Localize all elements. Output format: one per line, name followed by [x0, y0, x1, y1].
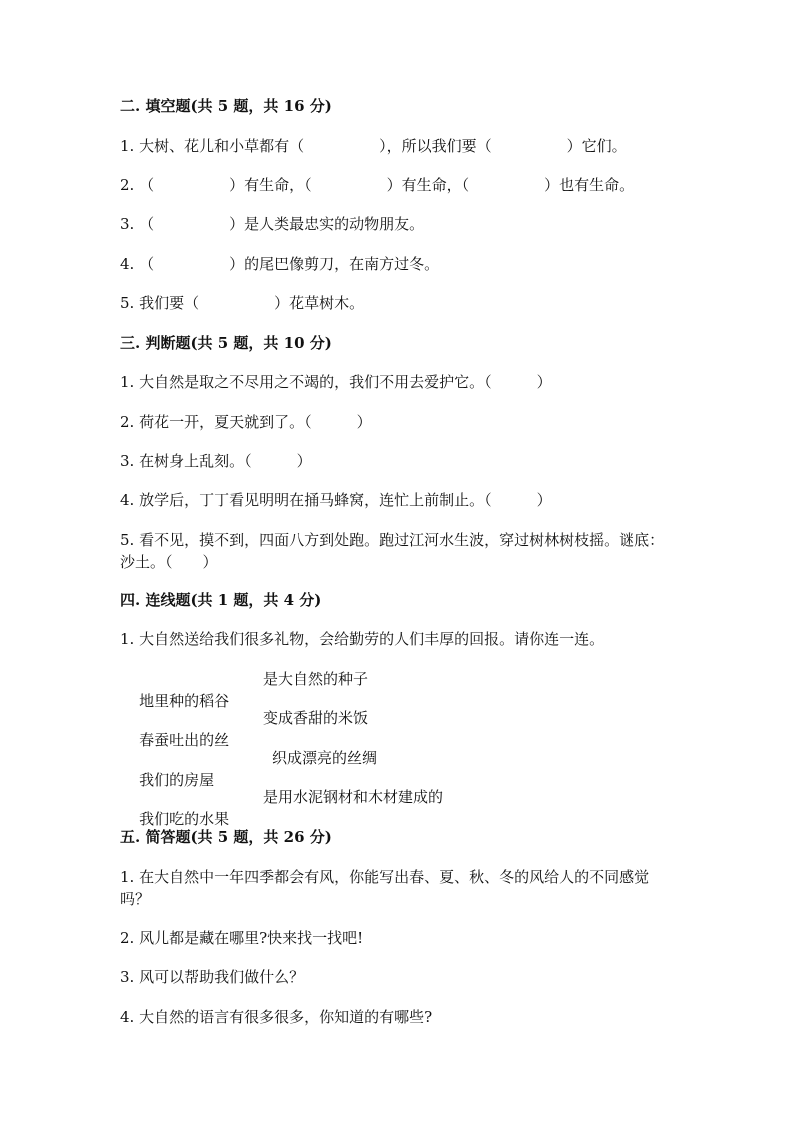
match-left-item: 我们的房屋: [139, 771, 215, 789]
fill-question-3: 3. （ ）是人类最忠实的动物朋友。: [120, 215, 425, 233]
short-question-2: 2. 风儿都是藏在哪里?快来找一找吧!: [120, 929, 364, 947]
section-heading-match: 四. 连线题(共 1 题，共 4 分): [120, 591, 322, 609]
match-right-item: 织成漂亮的丝绸: [272, 749, 378, 767]
judge-question-2: 2. 荷花一开，夏天就到了。（ ）: [120, 413, 372, 431]
short-question-1: 1. 在大自然中一年四季都会有风，你能写出春、夏、秋、冬的风给人的不同感觉吗？: [120, 868, 650, 908]
match-right-item: 变成香甜的米饭: [263, 709, 369, 727]
short-question-4: 4. 大自然的语言有很多很多，你知道的有哪些?: [120, 1008, 433, 1026]
section-heading-fill: 二. 填空题(共 5 题，共 16 分): [120, 97, 332, 115]
judge-question-4: 4. 放学后，丁丁看见明明在捅马蜂窝，连忙上前制止。（ ）: [120, 491, 552, 509]
match-left-item: 地里种的稻谷: [139, 692, 230, 710]
fill-question-2: 2. （ ）有生命，（ ）有生命，（ ）也有生命。: [120, 176, 635, 194]
fill-question-5: 5. 我们要（ ）花草树木。: [120, 294, 365, 312]
match-right-item: 是用水泥钢材和木材建成的: [263, 788, 444, 806]
fill-question-4: 4. （ ）的尾巴像剪刀，在南方过冬。: [120, 255, 440, 273]
section-heading-judge: 三. 判断题(共 5 题，共 10 分): [120, 334, 332, 352]
judge-question-5: 5. 看不见，摸不到，四面八方到处跑。跑过江河水生波，穿过树林树枝摇。谜底：沙土。（ ）: [120, 531, 665, 571]
fill-question-1: 1. 大树、花儿和小草都有（ ），所以我们要（ ）它们。: [120, 137, 627, 155]
match-left-item: 春蚕吐出的丝: [139, 731, 230, 749]
judge-question-3: 3. 在树身上乱刻。（ ）: [120, 452, 312, 470]
match-right-item: 是大自然的种子: [263, 670, 369, 688]
section-heading-short: 五. 简答题(共 5 题，共 26 分): [120, 828, 332, 846]
judge-question-1: 1. 大自然是取之不尽用之不竭的，我们不用去爱护它。（ ）: [120, 373, 552, 391]
short-question-3: 3. 风可以帮助我们做什么？: [120, 968, 305, 986]
match-question: 1. 大自然送给我们很多礼物，会给勤劳的人们丰厚的回报。请你连一连。: [120, 630, 605, 648]
match-left-item: 我们吃的水果: [139, 810, 230, 828]
